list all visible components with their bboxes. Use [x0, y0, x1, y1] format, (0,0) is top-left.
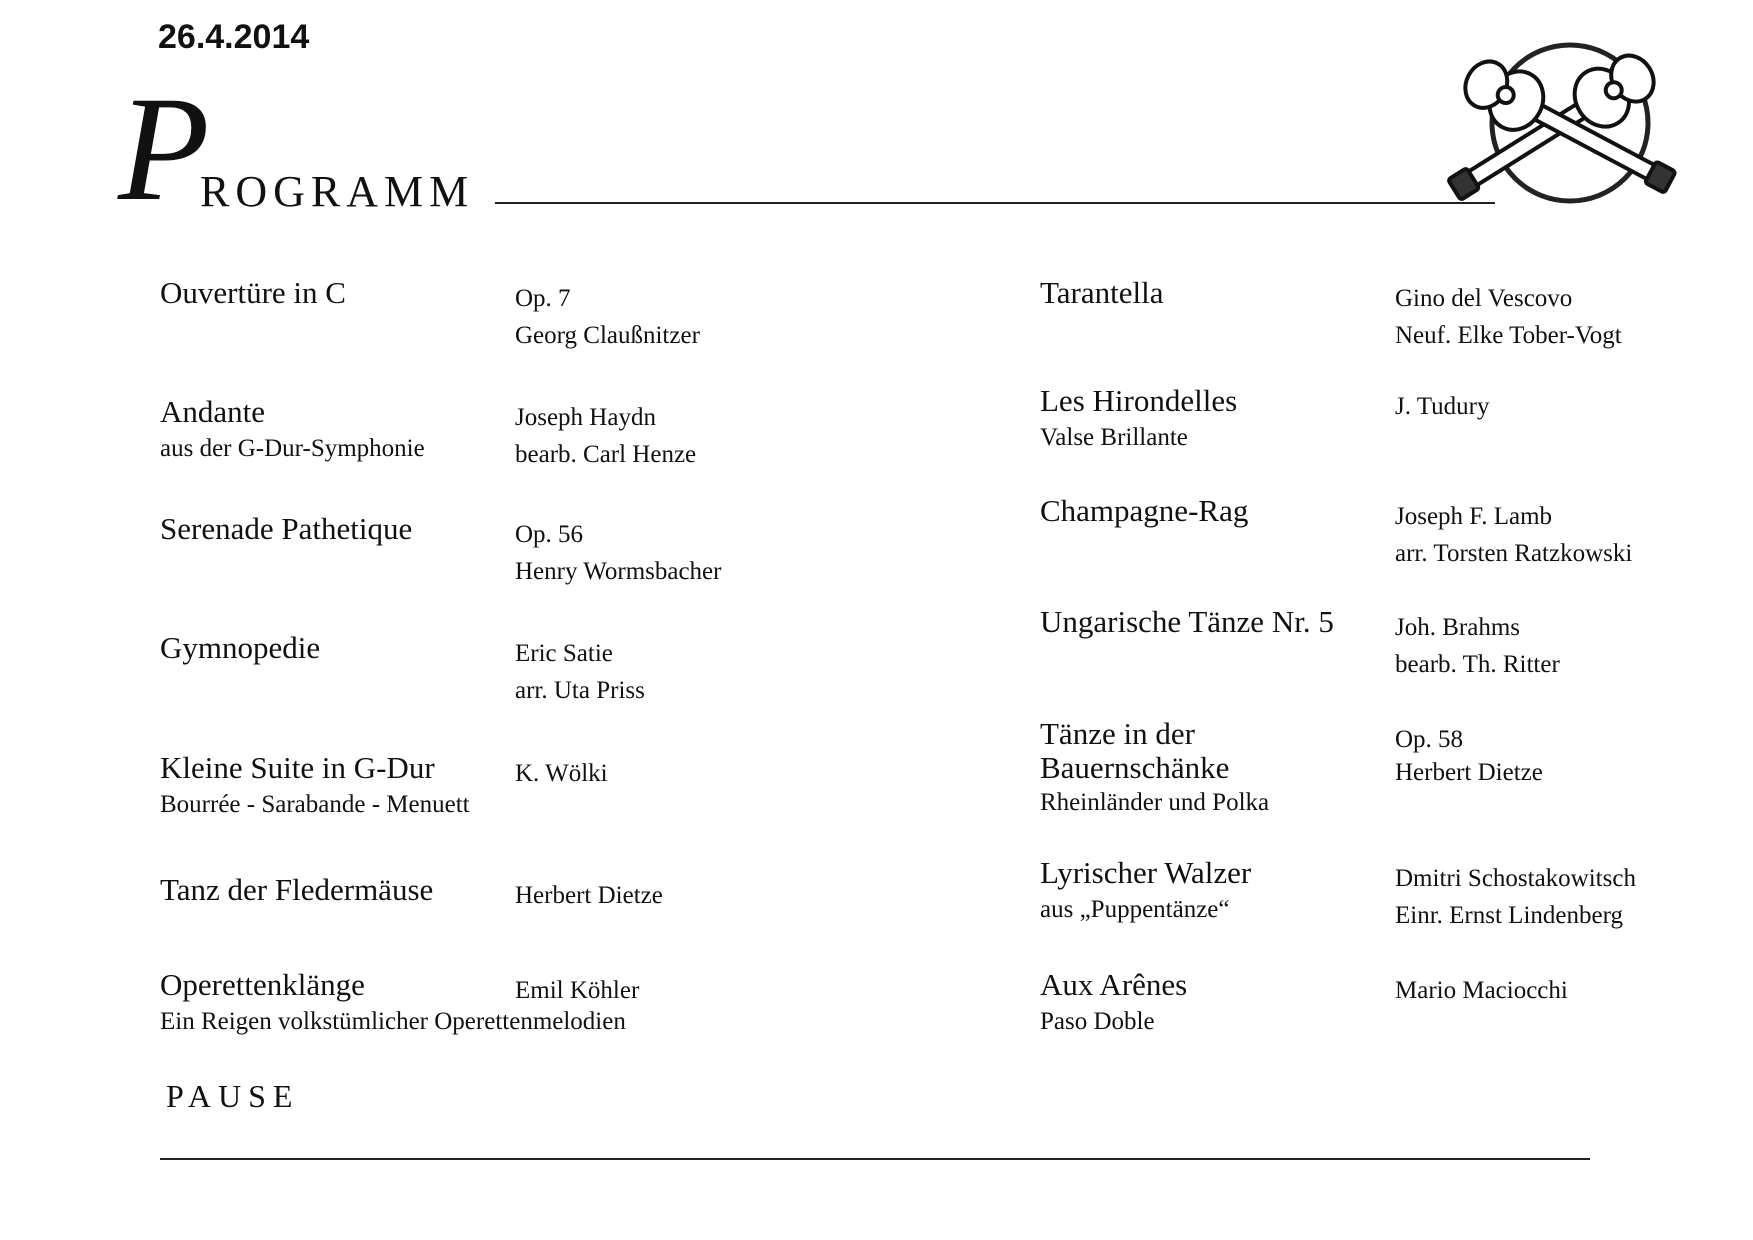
piece-info-line: Eric Satie: [515, 640, 613, 667]
piece-info: [515, 755, 935, 792]
piece-info: [1395, 388, 1753, 425]
piece-title: Andante: [160, 394, 266, 429]
piece-info: [515, 516, 935, 590]
piece-title: Ouvertüre in C: [160, 275, 346, 310]
piece-info-line: J. Tudury: [1395, 393, 1490, 420]
piece-info-line: arr. Torsten Ratzkowski: [1395, 540, 1633, 567]
piece-info-line: Herbert Dietze: [515, 882, 663, 909]
piece-info: [1395, 609, 1753, 683]
piece-info-line: Op. 58: [1395, 726, 1464, 753]
piece-info: [515, 877, 935, 914]
piece-title: Tänze in der Bauernschänke: [1040, 716, 1230, 785]
program-date: 26.4.2014: [158, 18, 310, 56]
piece-title: Lyrischer Walzer: [1040, 855, 1252, 890]
piece-title: Tanz der Fledermäuse: [160, 872, 434, 907]
piece-info: [1395, 721, 1753, 791]
piece-info-line: bearb. Carl Henze: [515, 441, 697, 468]
piece-info-line: Joseph Haydn: [515, 404, 656, 431]
piece-info: [1395, 972, 1753, 1009]
piece-info-line: bearb. Th. Ritter: [1395, 651, 1560, 678]
piece-info: [515, 399, 935, 473]
piece-info-line: Neuf. Elke Tober-Vogt: [1395, 322, 1622, 349]
piece-subtitle: Bourrée - Sarabande - Menuett: [160, 791, 470, 818]
piece-info-line: arr. Uta Priss: [515, 677, 645, 704]
pause-label: PAUSE: [166, 1078, 300, 1114]
piece-subtitle: Paso Doble: [1040, 1008, 1155, 1035]
piece-info-line: K. Wölki: [515, 760, 608, 787]
heading-rest: ROGRAMM: [200, 167, 475, 216]
piece-title: Gymnopedie: [160, 630, 321, 665]
piece-subtitle: aus „Puppentänze“: [1040, 896, 1230, 923]
program-heading: [118, 66, 478, 232]
heading-initial: P: [118, 66, 210, 232]
piece-info-line: Dmitri Schostakowitsch: [1395, 865, 1636, 892]
piece-title: Tarantella: [1040, 275, 1164, 310]
bottom-rule: [160, 1158, 1590, 1160]
piece-info: [515, 280, 935, 354]
heading-rule: [495, 202, 1495, 204]
piece-title: Operettenklänge: [160, 967, 365, 1002]
piece-info-line: Joh. Brahms: [1395, 614, 1520, 641]
piece-subtitle: aus der G-Dur-Symphonie: [160, 435, 425, 462]
piece-info: [515, 972, 935, 1009]
piece-info-line: Einr. Ernst Lindenberg: [1395, 902, 1623, 929]
piece-subtitle: Rheinländer und Polka: [1040, 789, 1270, 816]
piece-info-line: Op. 7: [515, 285, 571, 312]
piece-info: [1395, 498, 1753, 572]
piece-info: [515, 635, 935, 709]
piece-info-line: Joseph F. Lamb: [1395, 503, 1553, 530]
piece-info-line: Mario Maciocchi: [1395, 977, 1568, 1004]
piece-subtitle: Ein Reigen volkstümlicher Operettenmelodien: [160, 1008, 626, 1035]
piece-subtitle: Valse Brillante: [1040, 424, 1188, 451]
piece-title: Champagne-Rag: [1040, 493, 1249, 528]
piece-info-line: Herbert Dietze: [1395, 759, 1543, 786]
piece-title: Kleine Suite in G-Dur: [160, 750, 435, 785]
piece-info-line: Op. 56: [515, 521, 584, 548]
piece-title: Aux Arênes: [1040, 967, 1188, 1002]
piece-title: Les Hirondelles: [1040, 383, 1238, 418]
piece-title: Ungarische Tänze Nr. 5: [1040, 604, 1334, 639]
piece-info: [1395, 280, 1753, 354]
piece-info: [1395, 860, 1753, 934]
piece-info-line: Georg Claußnitzer: [515, 322, 700, 349]
two-guitars-icon: [1440, 30, 1680, 215]
piece-info-line: Henry Wormsbacher: [515, 558, 722, 585]
piece-info-line: Gino del Vescovo: [1395, 285, 1573, 312]
piece-info-line: Emil Köhler: [515, 977, 640, 1004]
piece-title: Serenade Pathetique: [160, 511, 413, 546]
